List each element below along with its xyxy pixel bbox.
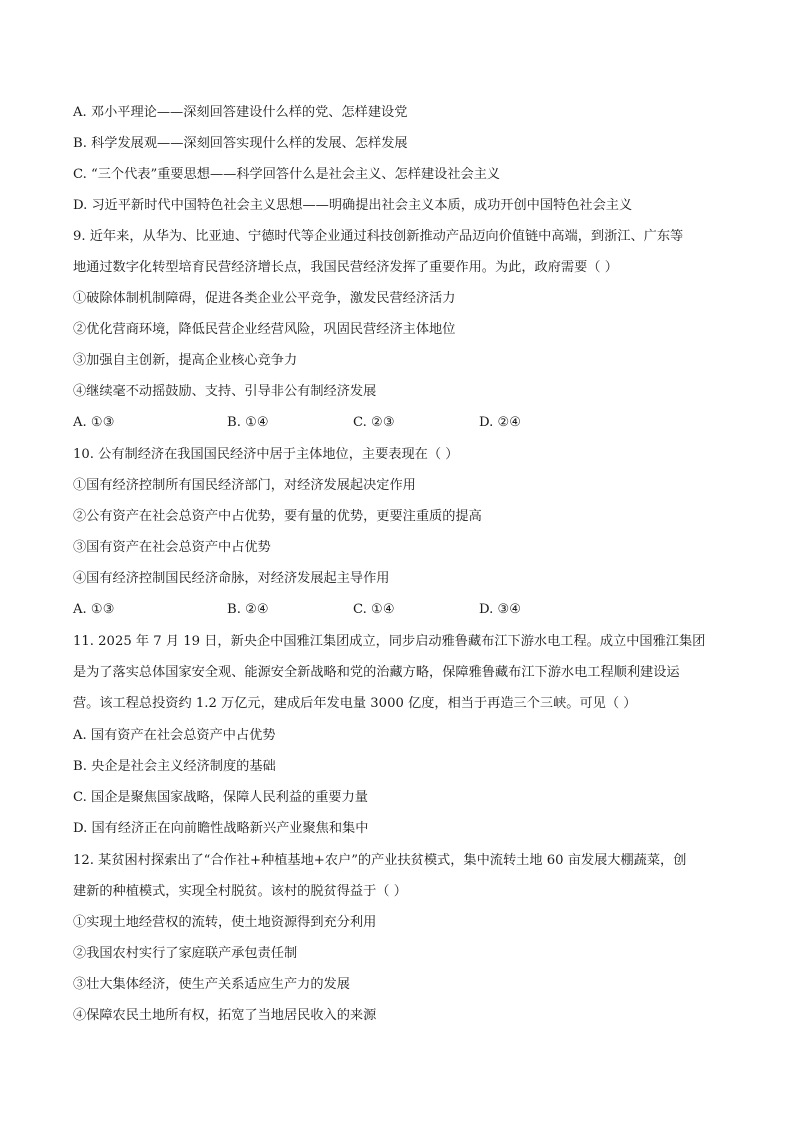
q10-item-3: ③国有资产在社会总资产中占优势 [73, 540, 271, 555]
q10-item-4: ④国有经济控制国民经济命脉，对经济发展起主导作用 [73, 571, 390, 586]
q9-option-d: D. ②④ [479, 415, 522, 430]
q10-stem: 10. 公有制经济在我国国民经济中居于主体地位，主要表现在（ ） [73, 447, 459, 462]
q9-option-a: A. ①③ [73, 415, 115, 430]
q8-option-a: A. 邓小平理论——深刻回答建设什么样的党、怎样建设党 [73, 105, 408, 120]
q12-item-1: ①实现土地经营权的流转，使土地资源得到充分利用 [73, 915, 377, 930]
q12-item-4: ④保障农民土地所有权，拓宽了当地居民收入的来源 [73, 1008, 377, 1023]
q11-option-d: D. 国有经济正在向前瞻性战略新兴产业聚焦和集中 [73, 821, 369, 836]
q9-item-4: ④继续毫不动摇鼓励、支持、引导非公有制经济发展 [73, 384, 377, 399]
q9-option-c: C. ②③ [353, 415, 395, 430]
q10-option-d: D. ③④ [479, 602, 522, 617]
q11-option-b: B. 央企是社会主义经济制度的基础 [73, 759, 276, 774]
q12-stem-line-2: 建新的种植模式，实现全村脱贫。该村的脱贫得益于（ ） [73, 884, 407, 899]
q10-option-a: A. ①③ [73, 602, 115, 617]
q12-stem-line-1: 12. 某贫困村探索出了“合作社+种植基地+农户”的产业扶贫模式，集中流转土地 60 亩发展大棚蔬菜，创 [73, 853, 687, 868]
q11-option-a: A. 国有资产在社会总资产中占优势 [73, 728, 276, 743]
q9-option-b: B. ①④ [227, 415, 269, 430]
q9-item-3: ③加强自主创新，提高企业核心竞争力 [73, 353, 298, 368]
q10-item-1: ①国有经济控制所有国民经济部门，对经济发展起决定作用 [73, 478, 416, 493]
q9-stem-line-2: 地通过数字化转型培育民营经济增长点，我国民营经济发挥了重要作用。为此，政府需要（ ） [73, 260, 618, 275]
q8-option-b: B. 科学发展观——深刻回答实现什么样的发展、怎样发展 [73, 136, 408, 151]
q8-option-c: C. “三个代表”重要思想——科学回答什么是社会主义、怎样建设社会主义 [73, 167, 501, 182]
q12-item-3: ③壮大集体经济，使生产关系适应生产力的发展 [73, 977, 350, 992]
q11-option-c: C. 国企是聚焦国家战略，保障人民利益的重要力量 [73, 790, 368, 805]
q10-option-c: C. ①④ [353, 602, 395, 617]
q12-item-2: ②我国农村实行了家庭联产承包责任制 [73, 946, 298, 961]
q11-stem-line-1: 11. 2025 年 7 月 19 日，新央企中国雅江集团成立，同步启动雅鲁藏布江下游水电工程。成立中国雅江集团 [73, 634, 706, 649]
q9-item-2: ②优化营商环境，降低民营企业经营风险，巩固民营经济主体地位 [73, 322, 456, 337]
q9-stem-line-1: 9. 近年来，从华为、比亚迪、宁德时代等企业通过科技创新推动产品迈向价值链中高端，到浙江、广东等 [73, 229, 684, 244]
q8-option-d: D. 习近平新时代中国特色社会主义思想——明确提出社会主义本质，成功开创中国特色社会主义 [73, 198, 633, 213]
q10-options [73, 601, 723, 619]
q11-stem-line-2: 是为了落实总体国家安全观、能源安全新战略和党的治藏方略，保障雅鲁藏布江下游水电工程顺利建设运 [73, 665, 680, 680]
q9-options [73, 414, 723, 432]
q9-item-1: ①破除体制机制障碍，促进各类企业公平竞争，激发民营经济活力 [73, 291, 456, 306]
q11-stem-line-3: 营。该工程总投资约 1.2 万亿元，建成后年发电量 3000 亿度，相当于再造三个三峡。可见（ ） [73, 696, 637, 711]
q10-item-2: ②公有资产在社会总资产中占优势，要有量的优势，更要注重质的提高 [73, 509, 482, 524]
q10-option-b: B. ②④ [227, 602, 269, 617]
